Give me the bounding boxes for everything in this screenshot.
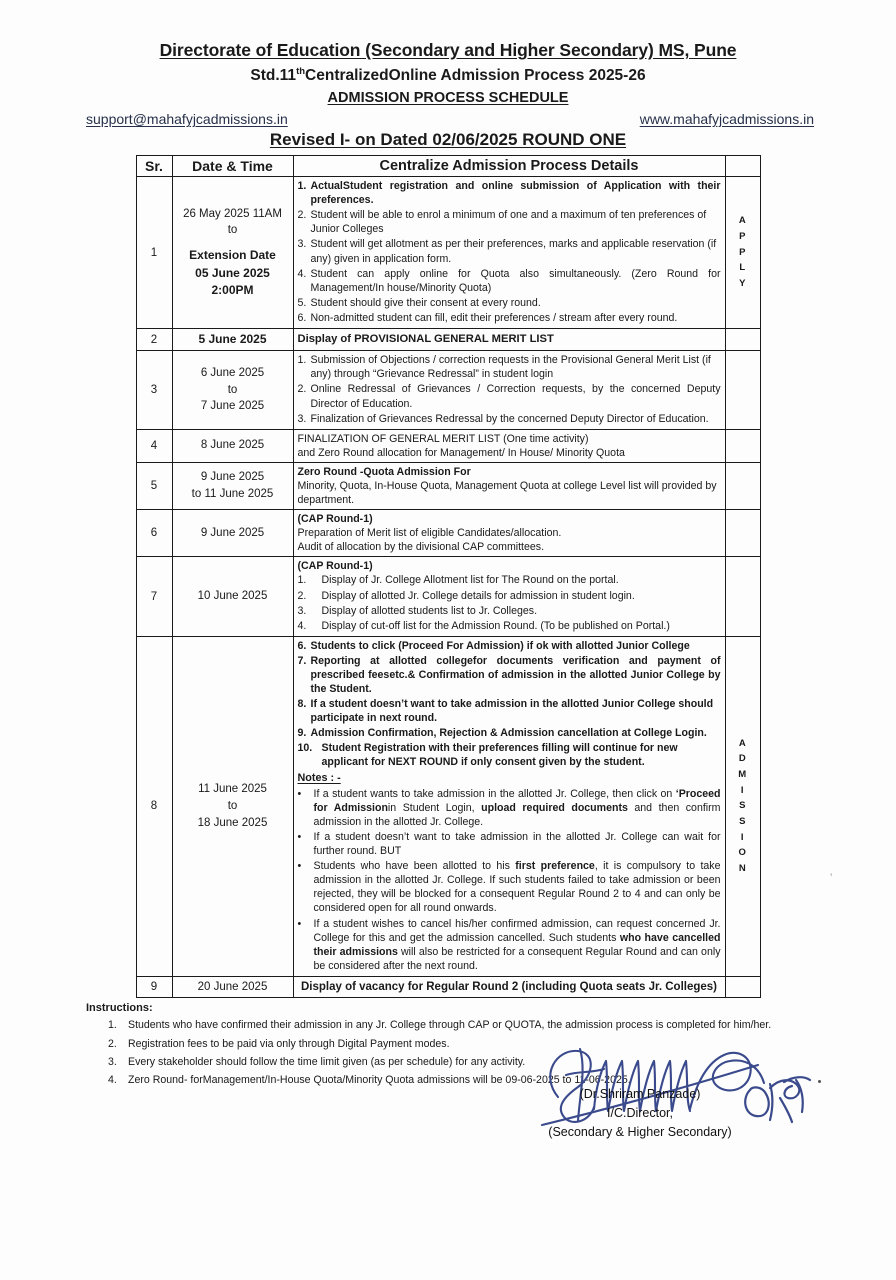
date-line: to 11 June 2025 <box>191 487 274 500</box>
date-line: 2:00PM <box>211 282 254 297</box>
revision-title: Revised I- on Dated 02/06/2025 ROUND ONE <box>269 130 627 150</box>
date-line: 10 June 2025 <box>197 590 268 603</box>
item-text: Student Registration with their preferences filling will continue for new applicant for NEXT ROUND if only consent given by the student. <box>321 742 678 769</box>
instruction-number: 4. <box>108 1073 117 1086</box>
item-text: If a student doesn’t want to take admission in the allotted Junior College should participate in next round. <box>310 698 714 725</box>
note-text: If a student wants to take admission in the allotted Jr. College, then click on ‘Proceed for Admissionin Student Login, upload required documents and then confirm admission in the allotted Jr. College. <box>313 787 721 828</box>
ink-dot-mark <box>818 1080 821 1083</box>
date-line: 26 May 2025 11AM <box>183 207 282 220</box>
instruction-number: 2. <box>108 1037 117 1050</box>
detail-list-item <box>298 179 721 207</box>
item-number: 7. <box>297 654 307 667</box>
detail-heading: (CAP Round-1) <box>297 560 373 573</box>
document-header <box>0 0 896 150</box>
stage-letter: Y <box>739 278 746 290</box>
cell-details <box>293 429 725 462</box>
instruction-number: 3. <box>108 1055 117 1068</box>
cell-stage-label <box>725 510 760 557</box>
note-text: If a student doesn’t want to take admission in the allotted Jr. College can wait for further round. BUT <box>313 831 721 858</box>
table-row <box>136 462 760 509</box>
item-text: Display of allotted students list to Jr. Colleges. <box>321 604 538 617</box>
item-text: Admission Confirmation, Rejection & Admission cancellation at College Login. <box>310 727 707 740</box>
cell-serial: 4 <box>136 429 172 462</box>
stage-letter: A <box>738 737 747 749</box>
table-row <box>136 976 760 998</box>
detail-list-item <box>298 639 721 653</box>
cell-stage-label <box>725 636 760 976</box>
note-text: If a student wishes to cancel his/her confirmed admission, can request concerned Jr. College for this and get the admission cancelled. Such students who have cancelled their admissions will also be restricted for a consequent Regular Round and can only be considered after the next round. <box>313 917 721 972</box>
cell-serial: 3 <box>136 351 172 429</box>
item-text: Non-admitted student can fill, edit their preferences / stream after every round. <box>310 311 678 324</box>
note-item <box>298 859 721 915</box>
cell-stage-label <box>725 351 760 429</box>
column-header-date: Date & Time <box>172 156 293 177</box>
item-text: Student can apply online for Quota also simultaneously. (Zero Round for Management/In house/Minority Quota) <box>310 267 721 294</box>
date-line: 5 June 2025 <box>198 331 267 346</box>
cell-serial: 7 <box>136 557 172 636</box>
item-text: Student will get allotment as per their preferences, marks and applicable reservation (if any) given in application form. <box>310 238 717 265</box>
item-text: Submission of Objections / correction requests in the Provisional General Merit List (if any) through “Grievance Redressal” in student login <box>310 354 711 381</box>
cell-details <box>293 177 725 329</box>
cell-date-time <box>172 557 293 636</box>
bullet-icon: • <box>297 831 302 844</box>
stage-letter: I <box>740 831 745 843</box>
date-line: to <box>227 383 238 396</box>
detail-list-item <box>298 589 721 603</box>
item-number: 4. <box>297 267 307 280</box>
item-number: 6. <box>297 639 307 652</box>
column-header-sr: Sr. <box>136 156 172 177</box>
detail-list-item <box>298 573 721 587</box>
date-line: 9 June 2025 <box>200 526 265 539</box>
cell-date-time <box>172 351 293 429</box>
cell-date-time <box>172 462 293 509</box>
signatory-department: (Secondary & Higher Secondary) <box>548 1124 732 1139</box>
item-text: Students to click (Proceed For Admission) if ok with allotted Junior College <box>310 639 690 652</box>
detail-line: Display of vacancy for Regular Round 2 (including Quota seats Jr. Colleges) <box>300 980 717 993</box>
cell-details <box>293 462 725 509</box>
detail-list-item <box>298 296 721 310</box>
cell-details <box>293 510 725 557</box>
date-line: 11 June 2025 <box>198 783 267 796</box>
date-line: 18 June 2025 <box>197 816 268 829</box>
cell-date-time <box>172 976 293 998</box>
detail-list-item <box>298 619 721 633</box>
item-number: 1. <box>297 354 307 367</box>
detail-line: Zero Round -Quota Admission For <box>297 465 471 478</box>
detail-list-item <box>298 726 721 740</box>
table-row <box>136 510 760 557</box>
stage-letter: D <box>738 753 747 765</box>
date-line: to <box>227 224 238 237</box>
stage-letter: S <box>739 816 746 828</box>
detail-line: and Zero Round allocation for Management/ In House/ Minority Quota <box>297 446 625 459</box>
signature-block <box>470 1085 810 1141</box>
cell-date-time <box>172 636 293 976</box>
bullet-icon: • <box>297 860 302 873</box>
stage-letter: P <box>739 246 746 258</box>
organisation-title: Directorate of Education (Secondary and Higher Secondary) MS, Pune <box>159 40 737 60</box>
date-line: 9 June 2025 <box>200 471 265 484</box>
item-number: 2. <box>297 589 307 602</box>
item-number: 10. <box>297 742 313 755</box>
detail-list-item <box>298 604 721 618</box>
stage-letter: A <box>738 215 747 227</box>
date-line: Extension Date <box>189 248 276 263</box>
stage-letter: M <box>738 769 747 781</box>
item-number: 8. <box>297 698 307 711</box>
note-item <box>298 917 721 973</box>
item-number: 9. <box>297 727 307 740</box>
notes-heading: Notes : - <box>297 772 341 785</box>
website-url[interactable]: www.mahafyjcadmissions.in <box>639 111 814 128</box>
subtitle-post: CentralizedOnline Admission Process 2025-26 <box>305 67 646 85</box>
subtitle-pre: Std.11 <box>250 67 297 85</box>
item-text: Student should give their consent at every round. <box>310 296 541 309</box>
process-subtitle <box>0 66 896 85</box>
stage-letter: N <box>738 863 747 875</box>
item-text: Display of cut-off list for the Admission Round. (To be published on Portal.) <box>321 619 670 632</box>
stage-letter: I <box>740 784 745 796</box>
item-text: ActualStudent registration and online submission of Application with their preferences. <box>310 180 721 207</box>
table-row <box>136 177 760 329</box>
stage-letter: S <box>739 800 746 812</box>
detail-list-item <box>298 382 721 410</box>
cell-serial: 2 <box>136 328 172 350</box>
column-header-stage <box>725 156 760 177</box>
item-text: Reporting at allotted collegefor documents verification and payment of prescribed feesetc.& Confirmation of admission in the allotted Junior College by the Student. <box>310 654 721 695</box>
cell-details <box>293 636 725 976</box>
table-header-row <box>136 156 760 177</box>
contact-row <box>0 106 896 127</box>
cell-serial: 5 <box>136 462 172 509</box>
detail-list-item <box>298 311 721 325</box>
note-item <box>298 787 721 829</box>
detail-line: FINALIZATION OF GENERAL MERIT LIST (One time activity) <box>297 432 589 445</box>
date-line: 7 June 2025 <box>200 400 265 413</box>
margin-scribble-mark: ‛ <box>830 872 833 884</box>
item-number: 1. <box>297 574 307 587</box>
cell-serial: 9 <box>136 976 172 998</box>
stage-letter: O <box>738 847 747 859</box>
cell-stage-label <box>725 429 760 462</box>
detail-line: Preparation of Merit list of eligible Candidates/allocation. <box>297 527 562 540</box>
cell-details <box>293 328 725 350</box>
detail-list-item <box>298 741 721 769</box>
cell-date-time <box>172 328 293 350</box>
detail-list-item <box>298 353 721 381</box>
cell-stage-label <box>725 557 760 636</box>
item-text: Display of Jr. College Allotment list for The Round on the portal. <box>321 574 619 587</box>
instruction-text: Students who have confirmed their admission in any Jr. College through CAP or QUOTA, the admission process is completed for him/her. <box>128 1019 772 1032</box>
cell-details <box>293 976 725 998</box>
cell-details <box>293 351 725 429</box>
table-row <box>136 328 760 350</box>
item-number: 4. <box>297 619 307 632</box>
item-number: 6. <box>297 311 307 324</box>
date-line: 05 June 2025 <box>195 265 270 280</box>
detail-line: Display of PROVISIONAL GENERAL MERIT LIST <box>297 333 554 346</box>
subtitle-ordinal: th <box>296 66 306 77</box>
detail-list-item <box>298 237 721 265</box>
item-number: 1. <box>297 180 307 193</box>
item-number: 3. <box>297 238 307 251</box>
table-body <box>136 177 760 998</box>
table-row <box>136 351 760 429</box>
detail-line: Audit of allocation by the divisional CAP committees. <box>297 541 545 554</box>
detail-line: (CAP Round-1) <box>297 513 373 526</box>
item-number: 2. <box>297 209 307 222</box>
stage-letter: L <box>739 262 746 274</box>
date-line: to <box>227 799 238 812</box>
instruction-item <box>108 1018 896 1033</box>
item-number: 3. <box>297 412 307 425</box>
detail-list-item <box>298 654 721 696</box>
date-line: 6 June 2025 <box>200 367 265 380</box>
instruction-item <box>108 1037 896 1052</box>
stage-letter: P <box>739 231 746 243</box>
detail-list-item <box>298 267 721 295</box>
cell-stage-label <box>725 462 760 509</box>
cell-stage-label <box>725 976 760 998</box>
detail-list-item <box>298 697 721 725</box>
cell-date-time <box>172 177 293 329</box>
item-text: Online Redressal of Grievances / Correction requests, by the concerned Deputy Director of Education. <box>310 383 721 410</box>
item-text: Finalization of Grievances Redressal by the concerned Deputy Director of Education. <box>310 412 709 425</box>
note-text: Students who have been allotted to his first preference, it is compulsory to take admission in the allotted Jr. College. If such students failed to take admission or been rejected, they will be blocked for a consequent Regular Round 2 to 4 and can only be considered open for all round onwards. <box>313 860 721 915</box>
table-row <box>136 429 760 462</box>
schedule-table-wrapper <box>0 150 896 998</box>
support-email[interactable]: support@mahafyjcadmissions.in <box>86 111 288 128</box>
instructions-title: Instructions: <box>86 1002 153 1015</box>
bullet-icon: • <box>297 917 302 930</box>
schedule-table <box>136 155 761 998</box>
date-line: 20 June 2025 <box>197 980 268 993</box>
instruction-text: Every stakeholder should follow the time limit given (as per schedule) for any activity. <box>128 1055 526 1068</box>
table-row <box>136 636 760 976</box>
bullet-icon: • <box>297 787 302 800</box>
cell-serial: 8 <box>136 636 172 976</box>
item-number: 3. <box>297 604 307 617</box>
table-row <box>136 557 760 636</box>
detail-line: Minority, Quota, In-House Quota, Management Quota at college Level list will provided by department. <box>297 479 717 507</box>
detail-list-item <box>298 208 721 236</box>
cell-details <box>293 557 725 636</box>
column-header-details: Centralize Admission Process Details <box>293 156 725 177</box>
cell-date-time <box>172 510 293 557</box>
cell-serial: 1 <box>136 177 172 329</box>
item-text: Display of allotted Jr. College details for admission in student login. <box>321 589 635 602</box>
cell-date-time <box>172 429 293 462</box>
item-number: 5. <box>297 296 307 309</box>
instruction-text: Registration fees to be paid via only through Digital Payment modes. <box>128 1037 450 1050</box>
item-text: Student will be able to enrol a minimum of one and a maximum of ten preferences of Junior Colleges <box>310 209 707 236</box>
instruction-number: 1. <box>108 1019 117 1032</box>
cell-stage-label <box>725 177 760 329</box>
cell-stage-label <box>725 328 760 350</box>
date-line: 8 June 2025 <box>200 439 265 452</box>
detail-list-item <box>298 412 721 426</box>
note-item <box>298 830 721 858</box>
signatory-designation: I/C.Director, <box>607 1105 673 1120</box>
signatory-name: (Dr.Shriram Panzade) <box>579 1087 701 1101</box>
instruction-text: Zero Round- forManagement/In-House Quota/Minority Quota admissions will be 09-06-2025 to 11-06-2025. <box>128 1073 631 1086</box>
schedule-title: ADMISSION PROCESS SCHEDULE <box>327 90 569 107</box>
item-number: 2. <box>297 383 307 396</box>
cell-serial: 6 <box>136 510 172 557</box>
